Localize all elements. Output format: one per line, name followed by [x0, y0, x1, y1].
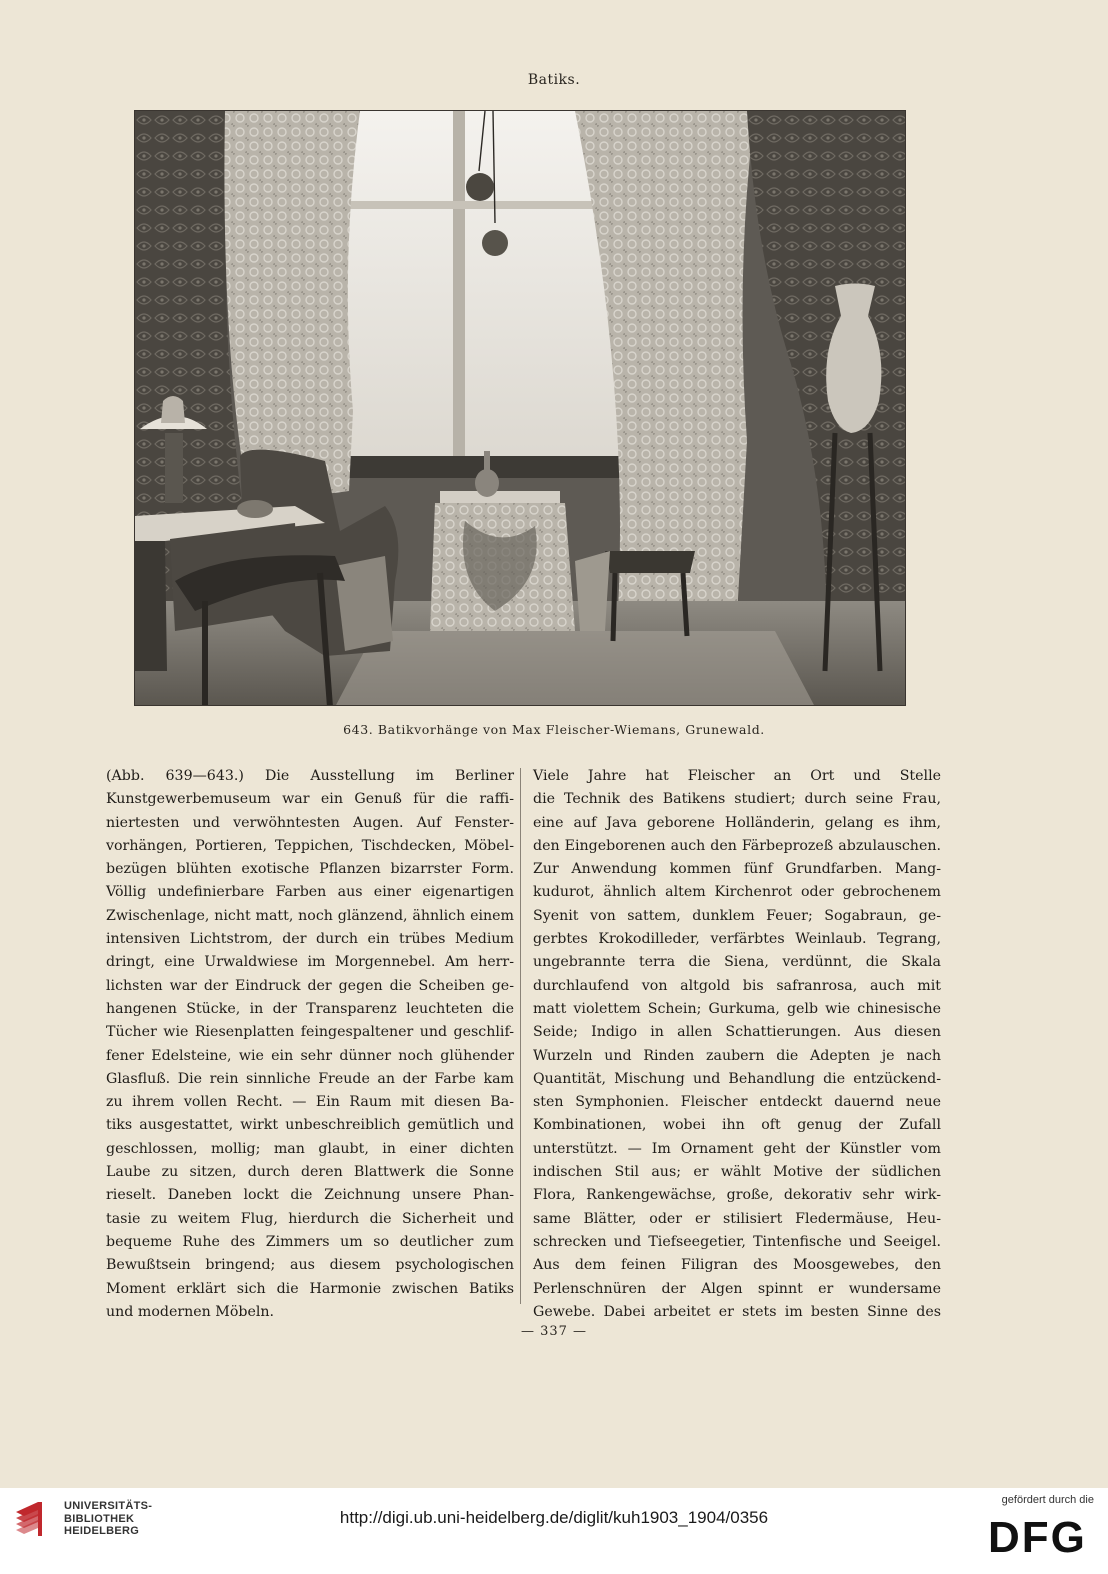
text-line: fener Edelsteine, wie ein sehr dünner noch glühender	[106, 1047, 514, 1064]
text-line: und modernen Möbeln.	[106, 1303, 275, 1320]
text-line: lichsten war der Eindruck der gegen die Scheiben ge-	[106, 977, 514, 994]
text-line: Quantität, Mischung und Behandlung die entzückend-	[533, 1070, 941, 1087]
institution-line: UNIVERSITÄTS-	[64, 1500, 153, 1512]
text-line: Tücher wie Riesenplatten feingespaltener und geschlif-	[106, 1024, 514, 1041]
text-line: hangenen Stücke, in der Transparenz leuchteten die	[106, 1000, 514, 1017]
text-line: Syenit von sattem, dunklem Feuer; Sogabraun, ge-	[533, 907, 941, 924]
text-line: rieselt. Daneben lockt die Zeichnung unsere Phan-	[106, 1187, 514, 1204]
text-line: kudurot, ähnlich altem Kirchenrot oder gebrochenem	[533, 884, 941, 901]
text-line: tasie zu weitem Flug, hierdurch die Sicherheit und	[106, 1210, 514, 1227]
text-line: Laube zu sitzen, durch deren Blattwerk die Sonne	[106, 1164, 514, 1181]
page-number: — 337 —	[520, 1324, 588, 1339]
text-line: bezügen blühten exotische Pflanzen bizarrster Form.	[106, 861, 514, 878]
text-line: Moment erklärt sich die Harmonie zwischen Batiks	[106, 1280, 514, 1297]
text-line: Seide; Indigo in allen Schattierungen. Aus diesen	[533, 1024, 941, 1041]
figure-caption: 643. Batikvorhänge von Max Fleischer-Wiemans, Grunewald.	[343, 722, 765, 737]
text-line: dringt, eine Urwaldwiese im Morgennebel. Am herr-	[106, 954, 514, 971]
text-line: gerbtes Krokodilleder, verfärbtes Weinlaub. Tegrang,	[533, 931, 941, 948]
text-line: Völlig undefinierbare Farben aus einer eigenartigen	[106, 884, 514, 901]
text-line: Kunstgewerbemuseum war ein Genuß für die raffi-	[106, 791, 514, 808]
institution-line: BIBLIOTHEK	[64, 1512, 135, 1525]
text-line: Kombinationen, wobei ihn oft genug der Zufall	[533, 1117, 941, 1134]
dfg-logo-icon[interactable]	[986, 1512, 1092, 1558]
svg-text:DFG: DFG	[988, 1513, 1087, 1558]
text-line: unterstützt. — Im Ornament geht der Künstler vom	[533, 1140, 941, 1157]
text-line: zu ihrem vollen Recht. — Ein Raum mit diesen Ba-	[106, 1094, 514, 1111]
text-line: niertesten und verwöhntesten Augen. Auf Fenster-	[106, 814, 514, 831]
text-line: Glasfluß. Die rein sinnliche Freude an der Farbe kam	[106, 1070, 514, 1087]
text-line: Wurzeln und Rinden zaubern die Adepten je nach	[533, 1047, 941, 1064]
text-line: bequeme Ruhe des Zimmers um so deutlicher zum	[106, 1233, 514, 1250]
institution-line: HEIDELBERG	[64, 1525, 140, 1537]
text-line: sten Symphonien. Fleischer entdeckt dauernd neue	[533, 1094, 941, 1111]
text-line: Gewebe. Dabei arbeitet er stets im besten Sinne des	[533, 1303, 941, 1320]
batik-interior-image	[135, 111, 906, 706]
column-divider	[520, 768, 521, 1304]
text-line: ungebrannte terra die Siena, verdünnt, die Skala	[533, 954, 941, 971]
digitization-footer	[0, 1488, 1108, 1574]
text-column-right	[533, 765, 941, 1324]
text-line: Perlenschnüren der Algen spinnt er wundersame	[533, 1280, 941, 1297]
text-line: tiks ausgestattet, wirkt unbeschreiblich gemütlich und	[106, 1117, 514, 1134]
text-line: den Eingeborenen auch den Färbeprozeß abzulauschen.	[533, 837, 941, 854]
text-line: same Blätter, oder er stilisiert Fledermäuse, Heu-	[533, 1210, 941, 1227]
text-line: indischen Stil aus; er wählt Motive der südlichen	[533, 1164, 941, 1181]
text-line: vorhängen, Portieren, Teppichen, Tischdecken, Möbel-	[106, 837, 514, 854]
text-line: (Abb. 639—643.) Die Ausstellung im Berliner	[106, 768, 514, 784]
text-line: Aus dem feinen Filigran des Moosgewebes, den	[533, 1257, 941, 1274]
text-line: durchlaufend von altgold bis safranrosa, auch mit	[533, 977, 941, 994]
text-line: matt violettem Schein; Gurkuma, gelb wie chinesische	[533, 1000, 941, 1017]
text-line: intensiven Lichtstrom, der durch ein trübes Medium	[106, 931, 514, 948]
text-line: Viele Jahre hat Fleischer an Ort und Stelle	[533, 768, 941, 784]
text-line: geschlossen, mollig; man glaubt, in einer dichten	[106, 1140, 514, 1157]
text-line: Flora, Rankengewächse, große, dekorativ sehr wirk-	[533, 1187, 941, 1204]
text-line: Bewußtsein bringend; aus diesem psychologischen	[106, 1257, 514, 1274]
funder-label: gefördert durch die	[1001, 1494, 1094, 1506]
text-line: Zwischenlage, nicht matt, noch glänzend, ähnlich einem	[106, 907, 514, 924]
text-line: eine auf Java geborene Holländerin, gelang es ihm,	[533, 814, 941, 831]
running-head: Batiks.	[527, 72, 581, 88]
permalink-url[interactable]: http://digi.ub.uni-heidelberg.de/diglit/kuh1903_1904/0356	[339, 1508, 769, 1527]
text-line: Zur Anwendung kommen fünf Grundfarben. Mang-	[533, 861, 941, 878]
text-line: schrecken und Tiefseegetier, Tintenfische und Seeigel.	[533, 1233, 941, 1250]
text-line: die Technik des Batikens studiert; durch seine Frau,	[533, 791, 941, 808]
figure-photograph	[134, 110, 906, 706]
text-column-left	[106, 765, 514, 1324]
